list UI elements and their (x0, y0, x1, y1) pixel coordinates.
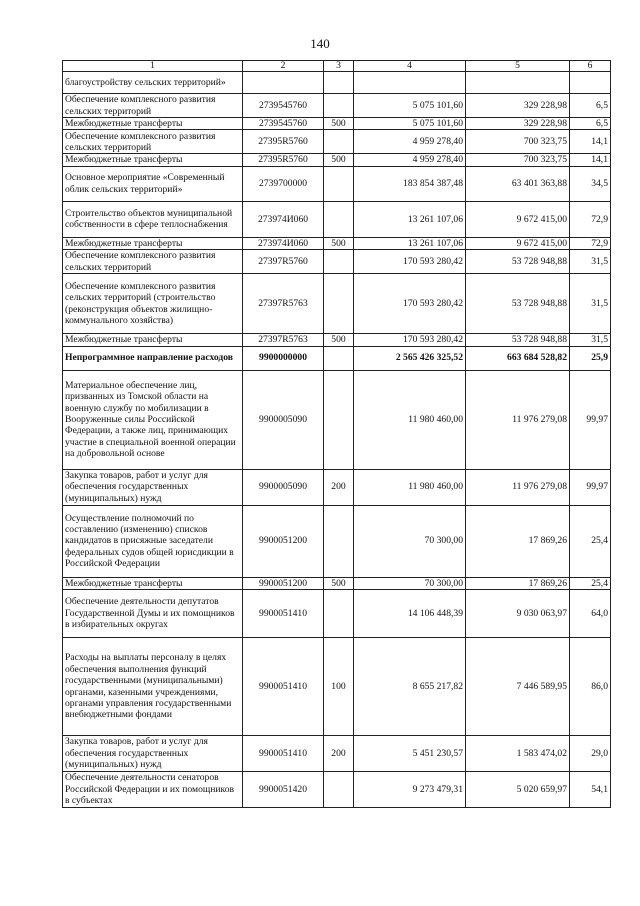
table-row (63, 237, 611, 249)
cell-plan: 170 593 280,42 (354, 334, 466, 346)
cell-fact: 700 323,75 (466, 130, 570, 154)
cell-plan: 4 959 278,40 (354, 130, 466, 154)
cell-name: Обеспечение комплексного развития сельских территорий (строительство (реконструкция объектов жилищно-коммунального хозяйства) (63, 274, 243, 334)
table-row (63, 334, 611, 346)
cell-percent: 72,9 (570, 201, 611, 237)
cell-fact: 1 583 474,02 (466, 736, 570, 772)
cell-code: 9900051200 (243, 577, 324, 589)
cell-code: 273974И060 (243, 201, 324, 237)
cell-fact: 9 672 415,00 (466, 237, 570, 249)
cell-code: 27395R5760 (243, 154, 324, 166)
cell-percent: 29,0 (570, 736, 611, 772)
cell-fact: 53 728 948,88 (466, 334, 570, 346)
cell-percent: 25,4 (570, 505, 611, 577)
cell-name: Обеспечение комплексного развития сельских территорий (63, 130, 243, 154)
cell-fact: 11 976 279,08 (466, 370, 570, 469)
table-row (63, 577, 611, 589)
cell-name: Основное мероприятие «Современный облик сельских территорий» (63, 166, 243, 201)
cell-type: 500 (324, 577, 354, 589)
cell-name: Межбюджетные трансферты (63, 237, 243, 249)
table-row (63, 505, 611, 577)
table-row (63, 346, 611, 370)
cell-name: благоустройству сельских территорий» (63, 72, 243, 94)
cell-plan (354, 72, 466, 94)
cell-fact: 7 446 589,95 (466, 638, 570, 736)
table-row (63, 72, 611, 94)
cell-percent: 86,0 (570, 638, 611, 736)
cell-code: 9900051200 (243, 505, 324, 577)
cell-fact (466, 72, 570, 94)
cell-percent: 31,5 (570, 274, 611, 334)
cell-percent: 6,5 (570, 118, 611, 130)
cell-percent: 99,97 (570, 469, 611, 505)
cell-percent: 72,9 (570, 237, 611, 249)
table-row (63, 274, 611, 334)
cell-percent: 31,5 (570, 334, 611, 346)
cell-name: Межбюджетные трансферты (63, 154, 243, 166)
cell-type: 200 (324, 736, 354, 772)
cell-fact: 329 228,98 (466, 94, 570, 118)
cell-type: 500 (324, 118, 354, 130)
cell-percent: 34,5 (570, 166, 611, 201)
cell-plan: 11 980 460,00 (354, 469, 466, 505)
table-row (63, 736, 611, 772)
cell-plan: 5 075 101,60 (354, 94, 466, 118)
cell-percent: 25,9 (570, 346, 611, 370)
table-row (63, 590, 611, 638)
cell-percent: 64,0 (570, 590, 611, 638)
col-header-percent: 6 (570, 61, 611, 72)
cell-fact: 5 020 659,97 (466, 772, 570, 808)
cell-code: 9900051410 (243, 638, 324, 736)
cell-code: 2739545760 (243, 94, 324, 118)
cell-fact: 53 728 948,88 (466, 274, 570, 334)
cell-type (324, 130, 354, 154)
cell-fact: 9 030 063,97 (466, 590, 570, 638)
cell-plan: 70 300,00 (354, 505, 466, 577)
cell-name: Строительство объектов муниципальной собственности в сфере теплоснабжения (63, 201, 243, 237)
cell-name: Межбюджетные трансферты (63, 118, 243, 130)
cell-percent: 99,97 (570, 370, 611, 469)
cell-type: 500 (324, 154, 354, 166)
cell-plan: 5 075 101,60 (354, 118, 466, 130)
cell-type (324, 274, 354, 334)
cell-type (324, 201, 354, 237)
cell-plan: 170 593 280,42 (354, 250, 466, 274)
cell-plan: 170 593 280,42 (354, 274, 466, 334)
cell-fact: 9 672 415,00 (466, 201, 570, 237)
cell-type (324, 590, 354, 638)
cell-percent: 6,5 (570, 94, 611, 118)
cell-percent: 14,1 (570, 130, 611, 154)
cell-plan: 4 959 278,40 (354, 154, 466, 166)
page-number: 140 (310, 36, 330, 51)
cell-fact: 17 869,26 (466, 577, 570, 589)
cell-percent: 25,4 (570, 577, 611, 589)
cell-name: Межбюджетные трансферты (63, 577, 243, 589)
cell-name: Осуществление полномочий по составлению (изменению) списков кандидатов в присяжные заседатели федеральных судов общей юрисдикции в Российской Федерации (63, 505, 243, 577)
cell-fact: 663 684 528,82 (466, 346, 570, 370)
cell-type: 500 (324, 334, 354, 346)
cell-code: 9900051410 (243, 590, 324, 638)
cell-code: 273974И060 (243, 237, 324, 249)
cell-fact: 11 976 279,08 (466, 469, 570, 505)
cell-type (324, 370, 354, 469)
budget-table (62, 60, 611, 808)
cell-code: 9900005090 (243, 370, 324, 469)
table-row (63, 250, 611, 274)
cell-fact: 17 869,26 (466, 505, 570, 577)
cell-percent: 31,5 (570, 250, 611, 274)
cell-type (324, 166, 354, 201)
cell-name: Межбюджетные трансферты (63, 334, 243, 346)
cell-plan: 2 565 426 325,52 (354, 346, 466, 370)
table-row (63, 772, 611, 808)
cell-type: 200 (324, 469, 354, 505)
cell-fact: 63 401 363,88 (466, 166, 570, 201)
cell-name: Обеспечение комплексного развития сельских территорий (63, 250, 243, 274)
cell-type (324, 346, 354, 370)
cell-fact: 53 728 948,88 (466, 250, 570, 274)
table-row (63, 469, 611, 505)
cell-name: Обеспечение деятельности депутатов Государственной Думы и их помощников в избирательных округах (63, 590, 243, 638)
col-header-name: 1 (63, 61, 243, 72)
cell-plan: 11 980 460,00 (354, 370, 466, 469)
col-header-code: 2 (243, 61, 324, 72)
col-header-plan: 4 (354, 61, 466, 72)
cell-type (324, 505, 354, 577)
cell-name: Обеспечение комплексного развития сельских территорий (63, 94, 243, 118)
cell-plan: 13 261 107,06 (354, 237, 466, 249)
cell-code: 9900051410 (243, 736, 324, 772)
cell-plan: 5 451 230,57 (354, 736, 466, 772)
table-row (63, 154, 611, 166)
cell-type (324, 250, 354, 274)
table-row (63, 118, 611, 130)
cell-type (324, 94, 354, 118)
cell-type: 100 (324, 638, 354, 736)
table-header-row (63, 61, 611, 72)
cell-name: Непрограммное направление расходов (63, 346, 243, 370)
cell-code: 9900005090 (243, 469, 324, 505)
table-row (63, 166, 611, 201)
cell-code (243, 72, 324, 94)
cell-name: Закупка товаров, работ и услуг для обеспечения государственных (муниципальных) нужд (63, 736, 243, 772)
cell-plan: 183 854 387,48 (354, 166, 466, 201)
col-header-fact: 5 (466, 61, 570, 72)
cell-code: 9900051420 (243, 772, 324, 808)
col-header-type: 3 (324, 61, 354, 72)
cell-code: 27397R5763 (243, 274, 324, 334)
cell-percent (570, 72, 611, 94)
cell-code: 27395R5760 (243, 130, 324, 154)
cell-plan: 14 106 448,39 (354, 590, 466, 638)
cell-code: 2739700000 (243, 166, 324, 201)
cell-fact: 329 228,98 (466, 118, 570, 130)
cell-name: Закупка товаров, работ и услуг для обеспечения государственных (муниципальных) нужд (63, 469, 243, 505)
cell-percent: 14,1 (570, 154, 611, 166)
table-row (63, 130, 611, 154)
cell-type (324, 772, 354, 808)
cell-percent: 54,1 (570, 772, 611, 808)
cell-code: 27397R5763 (243, 334, 324, 346)
cell-fact: 700 323,75 (466, 154, 570, 166)
cell-plan: 70 300,00 (354, 577, 466, 589)
table-row (63, 638, 611, 736)
cell-code: 2739545760 (243, 118, 324, 130)
cell-plan: 13 261 107,06 (354, 201, 466, 237)
table-row (63, 370, 611, 469)
cell-type (324, 72, 354, 94)
cell-code: 27397R5760 (243, 250, 324, 274)
cell-name: Материальное обеспечение лиц, призванных из Томской области на военную службу по мобилизации в Вооруженные силы Российской Федерации, а также лиц, принимающих участие в специальной военной операции на добровольной основе (63, 370, 243, 469)
cell-name: Расходы на выплаты персоналу в целях обеспечения выполнения функций государственными (муниципальными) органами, казенными учреждениями, органами управления государственными внебюджетными фондами (63, 638, 243, 736)
cell-plan: 9 273 479,31 (354, 772, 466, 808)
table-row (63, 201, 611, 237)
cell-code: 9900000000 (243, 346, 324, 370)
cell-name: Обеспечение деятельности сенаторов Российской Федерации и их помощников в субъектах (63, 772, 243, 808)
table-row (63, 94, 611, 118)
cell-type: 500 (324, 237, 354, 249)
cell-plan: 8 655 217,82 (354, 638, 466, 736)
